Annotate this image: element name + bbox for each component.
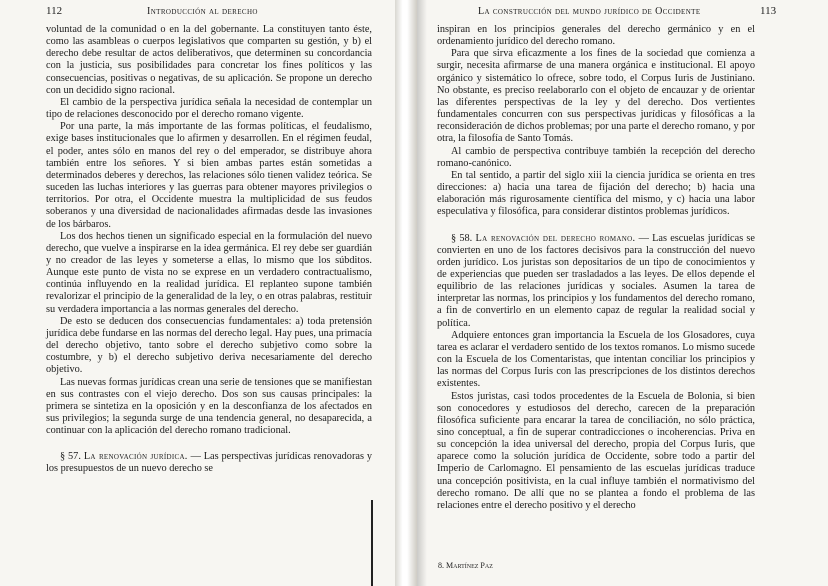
section-57 [46,451,372,475]
paragraph: Los dos hechos tienen un significado especial en la formulación del nuevo derecho, que vuelve a inspirarse en la idea germánica. El rey debe ser guardián y no creador de las leyes y someterse a ellas, lo mismo que los súbditos. Aunque este punto de vista no se exprese en un verdadero contractualismo, continúa influyendo en la realidad jurídica. El replanteo supone también revalorizar el principio de la generalidad de la ley, o en otras palabras, restituir su verdadera importancia a las normas generales del derecho. [46,230,372,315]
paragraph: Al cambio de perspectiva contribuye también la recepción del derecho romano-canónico. [437,145,755,169]
right-page-number: 113 [760,5,777,17]
right-text-column [437,24,755,512]
footnote: 8. Martínez Paz [438,561,493,570]
right-running-head: La construcción del mundo jurídico de Occidente [478,6,701,17]
paragraph: Adquiere entonces gran importancia la Escuela de los Glosadores, cuya tarea es aclarar el verdadero sentido de los textos romanos. Lo mismo sucede con la Escuela de los Comentaristas, que intentan conciliar los principios y las normas del Corpus Iuris con las prescripciones de los distintos derechos existentes. [437,329,755,390]
left-text-column [46,24,372,476]
section-number: § 57. [60,451,81,463]
left-running-head: Introducción al derecho [147,6,258,17]
paragraph: Por una parte, la más importante de las formas políticas, el feudalismo, exige bases institucionales que lo afirmen y desarrollen. En el régimen feudal, el poder, antes sólo en manos del rey o del emperador, se distribuye ahora también entre los señores. Y si bien ambas partes están sometidas a determinados deberes y derechos, las relaciones sólo tienen validez teórica. Se suceden las luchas interiores y las guerras para obtener mayores privilegios o territorios. Por otra, el Occidente muestra la multiplicidad de sus feudos soberanos y una diversidad de nacionalidades afirmadas desde las invasiones de los bárbaros. [46,121,372,230]
section-title: La renovación jurídica. [83,451,188,463]
page-shadow [417,0,427,586]
paragraph: En tal sentido, a partir del siglo xiii la ciencia jurídica se orienta en tres direcciones: a) hacia una tarea de fijación del derecho; b) hacia una elaboración más rigurosamente científica del mismo, y c) hacia una labor especulativa y filosófica, para considerar distintos problemas jurídicos. [437,169,755,218]
section-text: — Las escuelas jurídicas se convierten en uno de los factores decisivos para la construcción del nuevo orden jurídico. Los juristas son depositarios de un tipo de conocimientos y de experiencias que pueden ser trasladados a las leyes. De ellos depende el equilibrio de las relaciones jurídicas y sociales. Asumen la tarea de interpretar las normas, los principios y los fundamentos del derecho romano, a fin de convertirlo en un elemento capaz de regular la realidad social y política. [437,232,756,329]
section-text: — Las perspectivas jurídicas renovadoras y los presupuestos de un nuevo derecho se [46,451,373,475]
left-page-number: 112 [46,5,63,17]
paragraph: inspiran en los principios generales del derecho germánico y en el ordenamiento jurídico del derecho romano. [437,24,755,48]
paragraph: voluntad de la comunidad o en la del gobernante. La constituyen tanto éste, como las asambleas o cuerpos legislativos que comparten su gestión, y b) el derecho debe resultar de actos deliberativos, que determinen su concordancia con la justicia, sus posibilidades para concretar los fines políticos y las consecuencias, positivas o negativas, de su aplicación. Se propone un derecho con un decidido signo racional. [46,24,372,96]
section-number: § 58. [451,232,473,244]
section-58 [437,233,755,330]
paragraph: Para que sirva eficazmente a los fines de la sociedad que comienza a surgir, necesita afirmarse de una manera orgánica e institucional. El apoyo orgánico y sistemático lo ofrece, sobre todo, el Corpus Iuris de Justiniano. No obstante, es preciso reelaborarlo con el objeto de encauzar y de orientar las diferentes perspectivas de la ley y del derecho. Dos vertientes fundamentales concurren con sus perspectivas jurídicas y filosóficas a la reconsideración de dichos problemas; por una parte el derecho romano, y por otra, la filosofía de Santo Tomás. [437,48,755,145]
book-gutter [395,0,417,586]
paragraph: El cambio de la perspectiva jurídica señala la necesidad de contemplar un tipo de relaciones desconocido por el derecho romano vigente. [46,96,372,121]
paragraph: Las nuevas formas jurídicas crean una serie de tensiones que se manifiestan en sus contrastes con el viejo derecho. Dos son sus causas principales: la primera se sintetiza en la oposición y en la desconfianza de los afectados en sus privilegios; la segunda surge de una tendencia general, no desaparecida, a continuar con la aplicación del derecho romano tradicional. [46,376,372,437]
section-title: La renovación del derecho romano. [475,232,636,244]
spine-line [371,500,373,586]
paragraph: De esto se deducen dos consecuencias fundamentales: a) toda pretensión jurídica debe fundarse en las normas del derecho legal. Hay pues, una primacía del derecho objetivo, tanto sobre el derecho subjetivo como sobre la costumbre, y b) el derecho subjetivo deriva necesariamente del derecho objetivo. [46,315,372,376]
paragraph: Estos juristas, casi todos procedentes de la Escuela de Bolonia, si bien son conocedores y estudiosos del derecho, carecen de la preparación filosófica suficiente para encarar la tarea de conciliación, no sólo práctica, sino conceptual, a fin de superar contradicciones o incoherencias. Priva en su concepción la idea universal del derecho, propia del Corpus Iuris, que aparece como la solución jurídica de Occidente, sobre todo a partir del Imperio de Carlomagno. El pensamiento de las escuelas jurídicas traduce una concepción positivista, en la cual influye también el normativismo del derecho romano. De allí que no se plantea a fondo el problema de las relaciones entre el derecho positivo y el derecho [437,390,755,511]
